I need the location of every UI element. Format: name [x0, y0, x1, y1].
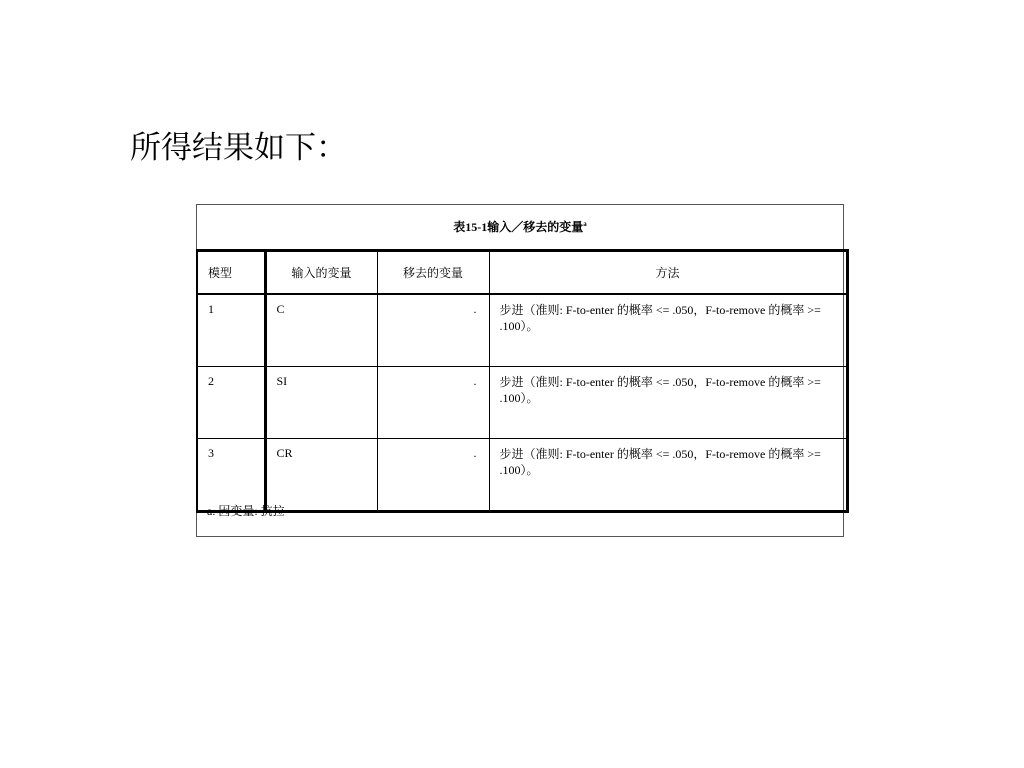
- table-caption-superscript: a: [583, 220, 587, 228]
- cell-entered: C: [265, 294, 377, 367]
- cell-removed: .: [377, 439, 489, 512]
- table-row: [197, 367, 847, 439]
- cell-entered: SI: [265, 367, 377, 439]
- cell-method: 步进（准则: F-to-enter 的概率 <= .050，F-to-remove 的概率 >= .100）。: [489, 367, 847, 439]
- cell-model: 2: [197, 367, 265, 439]
- table-caption: [197, 205, 843, 250]
- table-header-row: [197, 251, 847, 295]
- header-removed-variables: 移去的变量: [377, 251, 489, 295]
- variables-entered-removed-table: [196, 249, 849, 513]
- table-row: [197, 439, 847, 512]
- cell-method: 步进（准则: F-to-enter 的概率 <= .050，F-to-remove 的概率 >= .100）。: [489, 439, 847, 512]
- header-model: 模型: [197, 251, 265, 295]
- cell-model: 3: [197, 439, 265, 512]
- table-caption-text: 表15-1输入／移去的变量: [453, 220, 584, 234]
- table-footnote: a. 因变量: 抗拉: [207, 504, 285, 518]
- table-row: [197, 294, 847, 367]
- cell-removed: .: [377, 294, 489, 367]
- cell-entered: CR: [265, 439, 377, 512]
- header-entered-variables: 输入的变量: [265, 251, 377, 295]
- cell-method: 步进（准则: F-to-enter 的概率 <= .050，F-to-remove 的概率 >= .100）。: [489, 294, 847, 367]
- header-method: 方法: [489, 251, 847, 295]
- cell-model: 1: [197, 294, 265, 367]
- variables-table-container: [196, 204, 844, 537]
- slide-heading: 所得结果如下：: [130, 130, 347, 166]
- cell-removed: .: [377, 367, 489, 439]
